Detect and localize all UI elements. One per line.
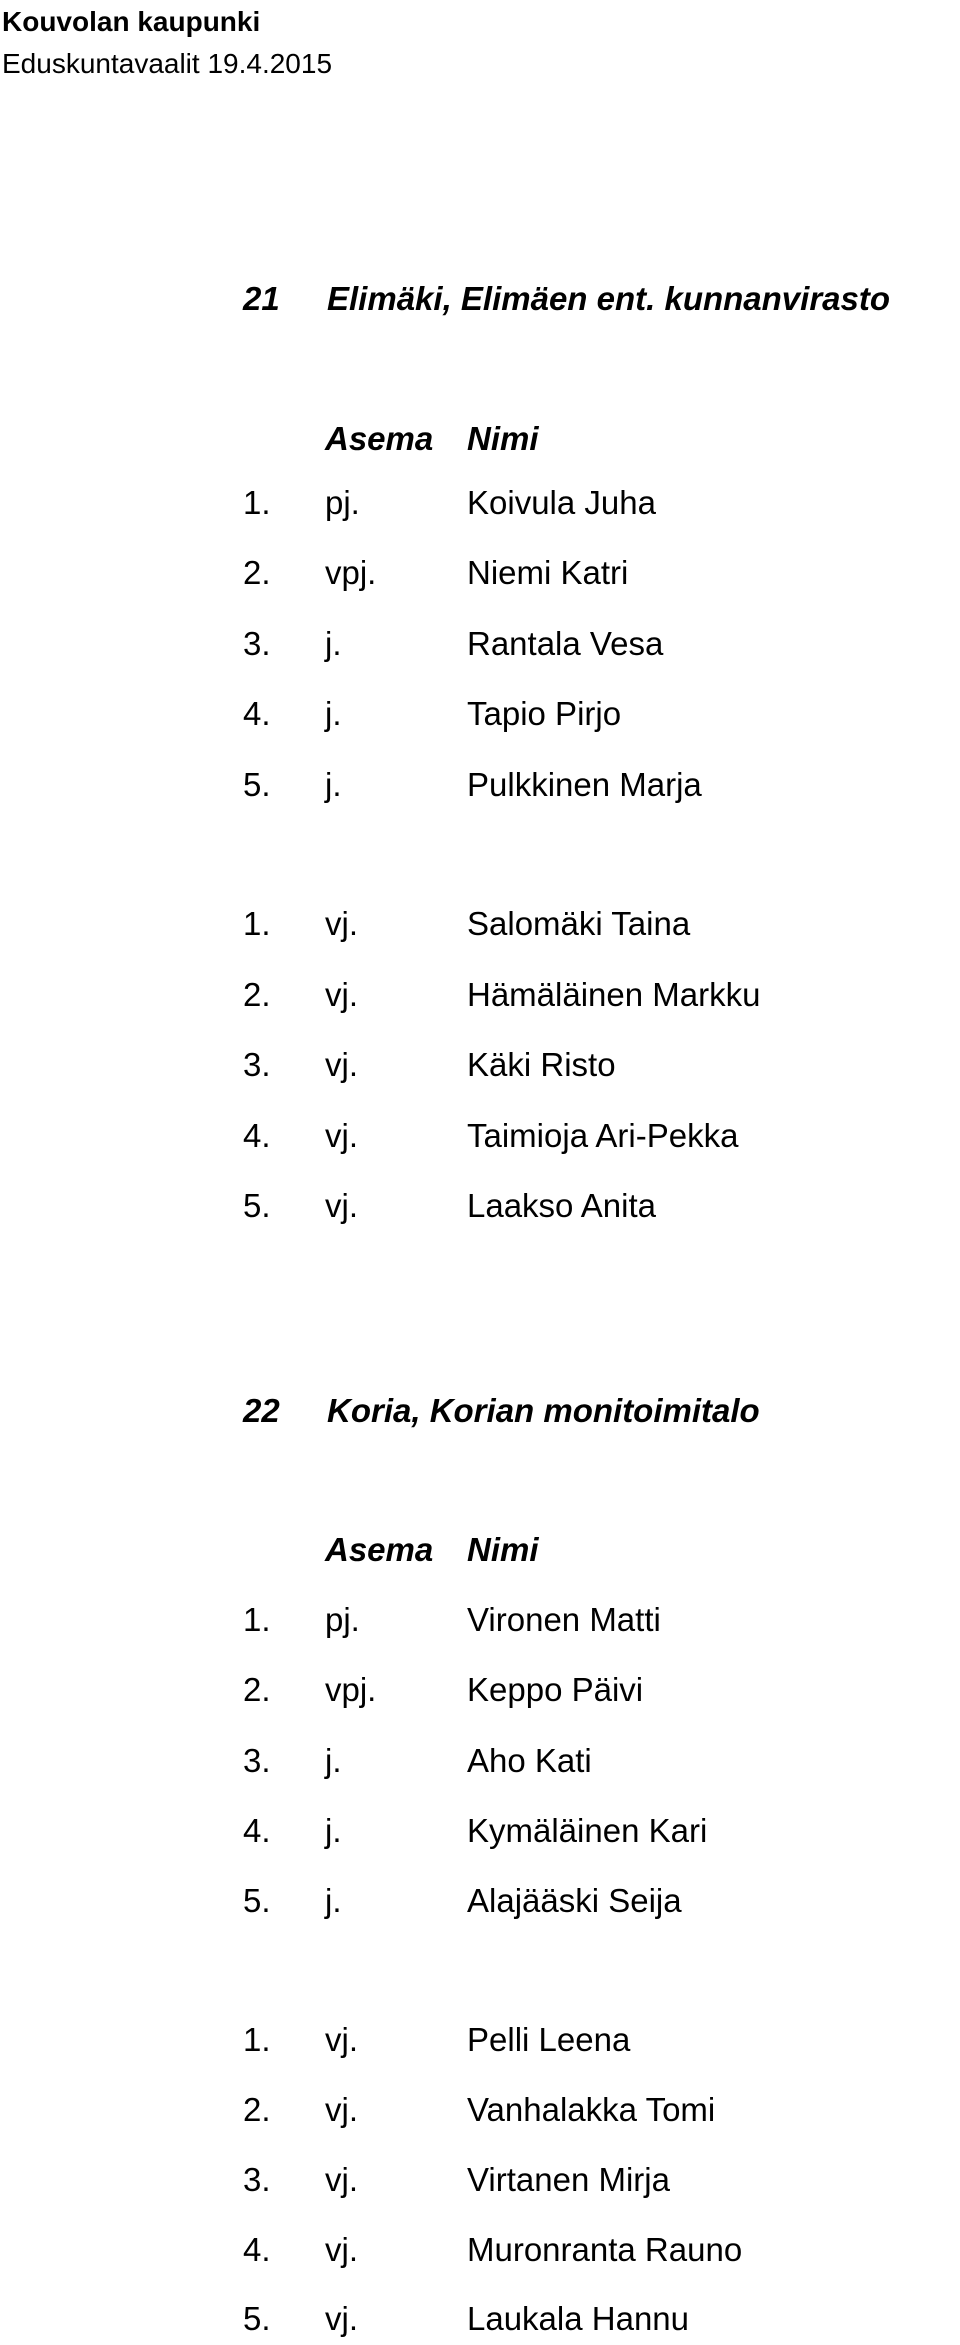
row-number: 2. — [243, 554, 271, 591]
section-name: Koria, Korian monitoimitalo — [327, 1392, 760, 1429]
row-name: Pulkkinen Marja — [467, 766, 702, 803]
row-number: 1. — [243, 2021, 271, 2058]
row-name: Aho Kati — [467, 1742, 592, 1779]
row-role: vj. — [325, 976, 358, 1013]
row-role: j. — [325, 1812, 342, 1849]
section-name: Elimäki, Elimäen ent. kunnanvirasto — [327, 280, 891, 317]
row-name: Käki Risto — [467, 1046, 616, 1083]
row-role: vj. — [325, 2231, 358, 2268]
row-number: 1. — [243, 484, 271, 521]
row-number: 5. — [243, 1187, 271, 1224]
row-name: Keppo Päivi — [467, 1671, 644, 1708]
row-role: vj. — [325, 905, 358, 942]
row-number: 5. — [243, 766, 271, 803]
row-role: vj. — [325, 1046, 358, 1083]
row-number: 1. — [243, 1601, 271, 1638]
row-name: Alajääski Seija — [467, 1882, 682, 1919]
row-role: j. — [325, 1882, 342, 1919]
row-name: Taimioja Ari-Pekka — [467, 1117, 739, 1154]
row-role: vj. — [325, 2021, 358, 2058]
row-number: 3. — [243, 1742, 271, 1779]
section-number: 22 — [243, 1392, 280, 1429]
row-name: Salomäki Taina — [467, 905, 691, 942]
row-number: 2. — [243, 2091, 271, 2128]
row-number: 1. — [243, 905, 271, 942]
row-number: 2. — [243, 1671, 271, 1708]
row-role: vpj. — [325, 1671, 377, 1708]
row-role: vj. — [325, 2161, 358, 2198]
row-role: vj. — [325, 1187, 358, 1224]
row-number: 5. — [243, 1882, 271, 1919]
page-title: Kouvolan kaupunki — [2, 6, 261, 37]
row-role: vj. — [325, 1117, 358, 1154]
row-name: Pelli Leena — [467, 2021, 631, 2058]
row-role: j. — [325, 766, 342, 803]
row-name: Laukala Hannu — [467, 2300, 690, 2337]
row-name: Kymäläinen Kari — [467, 1812, 708, 1849]
column-header-name: Nimi — [467, 1531, 539, 1568]
row-name: Rantala Vesa — [467, 625, 664, 662]
row-number: 3. — [243, 2161, 271, 2198]
row-name: Laakso Anita — [467, 1187, 656, 1224]
section-number: 21 — [243, 280, 280, 317]
row-number: 5. — [243, 2300, 271, 2337]
column-header-role: Asema — [325, 420, 434, 457]
row-number: 4. — [243, 1117, 271, 1154]
column-header-name: Nimi — [467, 420, 539, 457]
row-number: 4. — [243, 695, 271, 732]
row-role: j. — [325, 625, 342, 662]
row-number: 4. — [243, 1812, 271, 1849]
row-name: Tapio Pirjo — [467, 695, 622, 732]
row-role: pj. — [325, 1601, 360, 1638]
row-role: j. — [325, 695, 342, 732]
row-name: Koivula Juha — [467, 484, 656, 521]
row-name: Hämäläinen Markku — [467, 976, 761, 1013]
row-number: 4. — [243, 2231, 271, 2268]
row-name: Vironen Matti — [467, 1601, 661, 1638]
row-role: vpj. — [325, 554, 377, 591]
row-role: vj. — [325, 2091, 358, 2128]
column-header-role: Asema — [325, 1531, 434, 1568]
row-name: Muronranta Rauno — [467, 2231, 743, 2268]
row-number: 2. — [243, 976, 271, 1013]
page-subtitle: Eduskuntavaalit 19.4.2015 — [2, 48, 333, 79]
row-number: 3. — [243, 1046, 271, 1083]
row-name: Virtanen Mirja — [467, 2161, 670, 2198]
row-role: j. — [325, 1742, 342, 1779]
row-role: vj. — [325, 2300, 358, 2337]
row-name: Niemi Katri — [467, 554, 629, 591]
row-name: Vanhalakka Tomi — [467, 2091, 716, 2128]
row-number: 3. — [243, 625, 271, 662]
row-role: pj. — [325, 484, 360, 521]
